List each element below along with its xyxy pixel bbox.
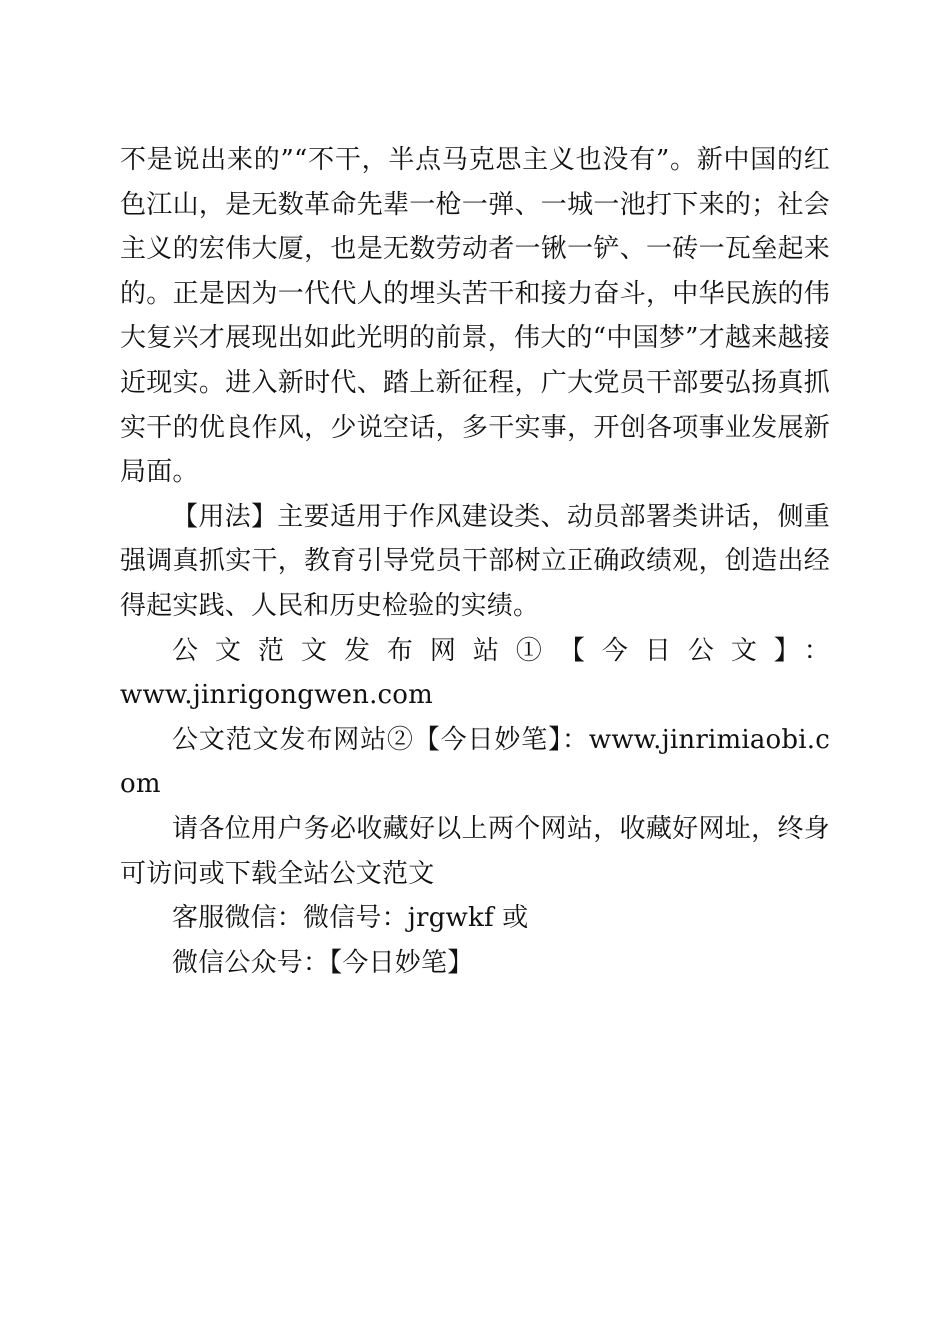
site1-url: www.jinrigongwen.com — [120, 680, 434, 711]
site2-line: 公文范文发布网站②【今日妙笔】：www.jinrimiaobi.com — [120, 724, 830, 800]
usage-paragraph: 【用法】主要适用于作风建设类、动员部署类讲话，侧重强调真抓实干，教育引导党员干部树立正确政绩观，创造出经得起实践、人民和历史检验的实绩。 — [120, 501, 830, 621]
notice-paragraph: 请各位用户务必收藏好以上两个网站，收藏好网址，终身可访问或下载全站公文范文 — [120, 813, 830, 889]
main-paragraph: 不是说出来的”“不干，半点马克思主义也没有”。新中国的红色江山，是无数革命先辈一枪一弹、一城一池打下来的；社会主义的宏伟大厦，也是无数劳动者一锹一铲、一砖一瓦垒起来的。正是因为一代代人的埋头苦干和接力奋斗，中华民族的伟大复兴才展现出如此光明的前景，伟大的“中国梦”才越来越接近现实。进入新时代、踏上新征程，广大党员干部要弘扬真抓实干的优良作风，少说空话，多干实事，开创各项事业发展新局面。 — [120, 145, 830, 488]
official-account-line: 微信公众号：【今日妙笔】 — [172, 947, 474, 978]
document-page — [120, 138, 830, 985]
wechat-line: 客服微信：微信号：jrgwkf 或 — [172, 903, 529, 934]
site1-heading: 公文范文发布网站①【今日公文】： — [172, 635, 830, 666]
